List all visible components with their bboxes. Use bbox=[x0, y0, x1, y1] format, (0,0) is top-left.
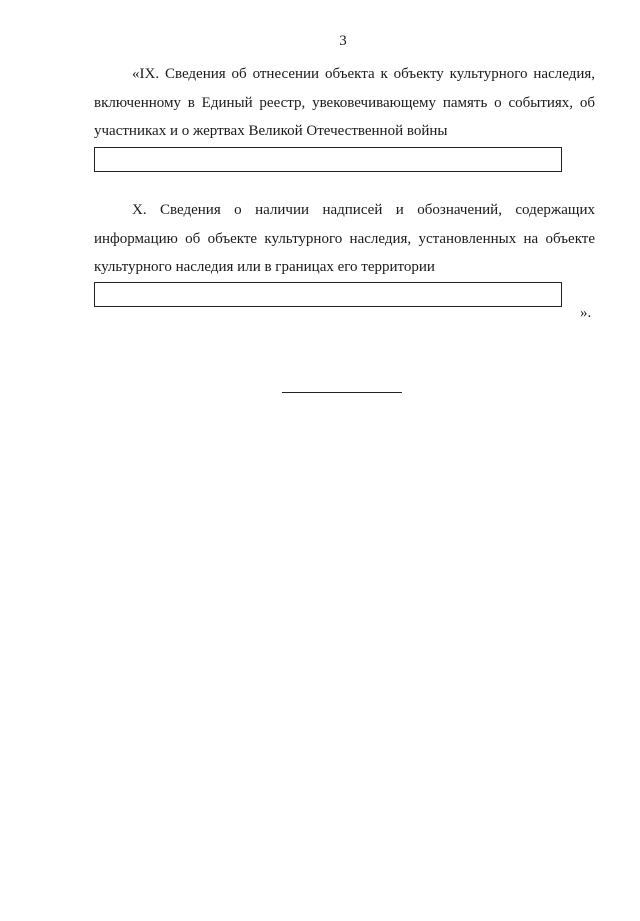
section-x-text: X. Сведения о наличии надписей и обозначений, содержащих информацию об объекте культурного наследия, установленных на объекте культурного наследия или в границах его территории bbox=[94, 202, 595, 275]
section-x-field-box bbox=[94, 282, 562, 307]
end-separator-line bbox=[282, 392, 402, 393]
section-ix-field-box bbox=[94, 147, 562, 172]
section-ix-text: «IX. Сведения об отнесении объекта к объекту культурного наследия, включенному в Единый реестр, увековечивающему память о событиях, об участниках и о жертвах Великой Отечественной войны bbox=[94, 66, 595, 139]
closing-quote: ». bbox=[580, 305, 592, 321]
section-ix bbox=[94, 60, 595, 146]
section-x bbox=[94, 196, 595, 282]
page-number: 3 bbox=[339, 33, 347, 49]
